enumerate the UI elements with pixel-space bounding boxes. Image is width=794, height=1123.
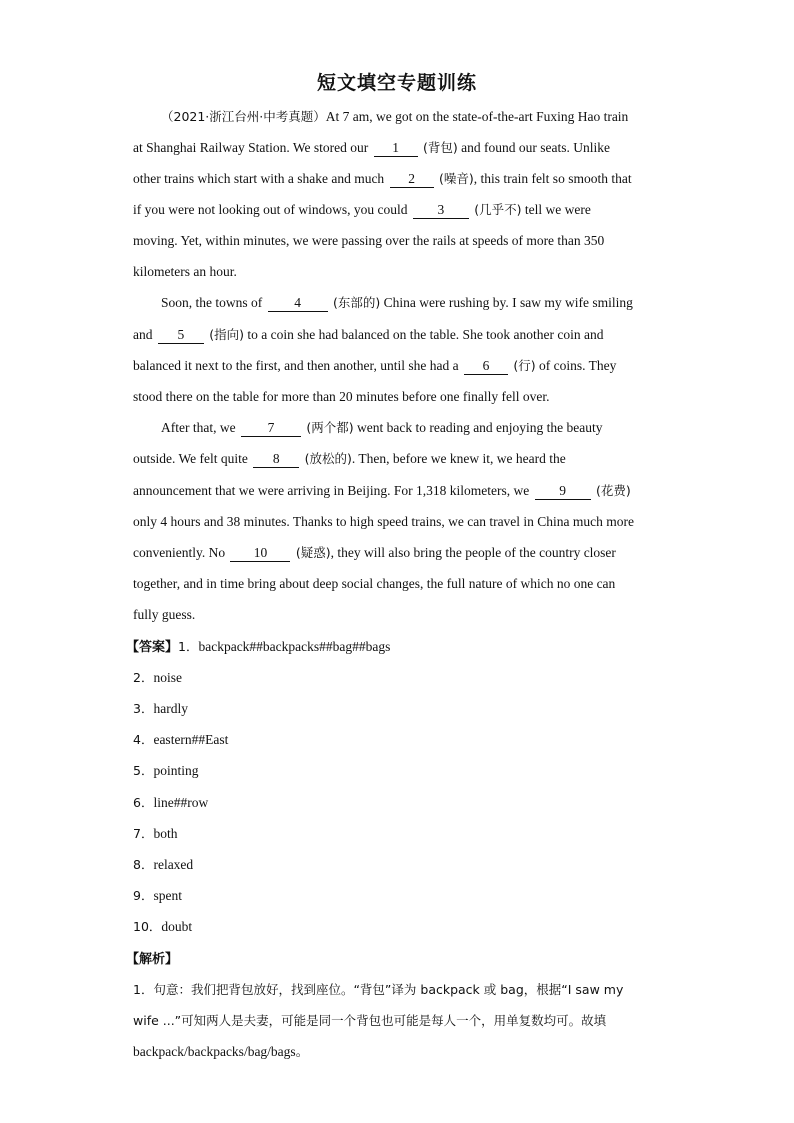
hint-7: (两个都) — [306, 420, 354, 435]
passage-line: at Shanghai Railway Station. We stored our 1 (背包) and found our seats. Unlike — [133, 140, 610, 155]
answer-text: noise — [153, 670, 182, 685]
answer-line: 10．doubt — [133, 919, 193, 934]
hint-5: (指向) — [209, 327, 245, 342]
passage-line: After that, we 7 (两个都) went back to reading and enjoying the beauty — [161, 420, 603, 435]
analysis-line: wife ...”可知两人是夫妻，可能是同一个背包也可能是每人一个，用单复数均可。故填 — [133, 1013, 607, 1028]
passage-line: Soon, the towns of 4 (东部的) China were rushing by. I saw my wife smiling — [161, 295, 633, 310]
passage-line: only 4 hours and 38 minutes. Thanks to high speed trains, we can travel in China much more — [133, 514, 635, 529]
answer-text: pointing — [153, 763, 199, 778]
answer-text: relaxed — [153, 857, 194, 872]
passage-line: other trains which start with a shake and much 2 (噪音), this train felt so smooth that — [133, 171, 632, 186]
hint-8: (放松的) — [304, 451, 352, 466]
answer-label: 【答案】 — [126, 640, 179, 655]
hint-6: (行) — [513, 358, 536, 373]
hint-10: (疑惑) — [295, 545, 331, 560]
answer-text: hardly — [153, 701, 188, 716]
passage-line: fully guess. — [133, 607, 196, 622]
passage-line: announcement that we were arriving in Beijing. For 1,318 kilometers, we 9 (花费) — [133, 483, 631, 498]
answer-text: both — [153, 826, 178, 841]
passage-line: kilometers an hour. — [133, 264, 237, 279]
blank-1: 1 — [374, 140, 418, 157]
analysis-line: 1．句意：我们把背包放好，找到座位。“背包”译为 backpack 或 bag，根据“I saw my — [133, 982, 624, 997]
hint-9: (花费) — [596, 483, 631, 498]
passage-line: balanced it next to the first, and then another, until she had a 6 (行) of coins. They — [133, 358, 617, 373]
passage-line: （2021·浙江台州·中考真题）At 7 am, we got on the state-of-the-art Fuxing Hao train — [161, 109, 629, 124]
answer-text: line##row — [153, 795, 209, 810]
answer-text: eastern##East — [153, 732, 229, 747]
answer-line: 【答案】1．backpack##backpacks##bag##bags — [126, 639, 391, 655]
passage-line: outside. We felt quite 8 (放松的). Then, before we knew it, we heard the — [133, 451, 566, 466]
answer-line: 7．both — [133, 826, 178, 841]
answer-line: 5．pointing — [133, 763, 199, 778]
hint-3: (几乎不) — [474, 202, 522, 217]
analysis-line: backpack/backpacks/bag/bags。 — [133, 1044, 310, 1059]
answer-text: doubt — [161, 919, 193, 934]
blank-8: 8 — [253, 451, 299, 468]
passage-line: if you were not looking out of windows, you could 3 (几乎不) tell we were — [133, 202, 591, 217]
answer-line: 2．noise — [133, 670, 182, 685]
answer-text: backpack##backpacks##bag##bags — [198, 639, 391, 654]
hint-2: (噪音) — [438, 171, 474, 186]
blank-10: 10 — [230, 545, 290, 562]
blank-7: 7 — [241, 420, 301, 437]
source-tag: （2021·浙江台州·中考真题） — [161, 109, 326, 124]
analysis-label: 【解析】 — [126, 952, 179, 967]
blank-6: 6 — [464, 358, 508, 375]
passage-line: and 5 (指向) to a coin she had balanced on the table. She took another coin and — [133, 327, 604, 342]
answer-line: 8．relaxed — [133, 857, 194, 872]
blank-3: 3 — [413, 202, 469, 219]
hint-4: (东部的) — [333, 295, 381, 310]
hint-1: (背包) — [423, 140, 458, 155]
answer-line: 9．spent — [133, 888, 182, 903]
blank-9: 9 — [535, 483, 591, 500]
answer-line: 6．line##row — [133, 795, 209, 810]
passage-line: stood there on the table for more than 20 minutes before one finally fell over. — [133, 389, 550, 404]
answer-line: 3．hardly — [133, 701, 188, 716]
passage-line: conveniently. No 10 (疑惑), they will also bring the people of the country closer — [133, 545, 616, 560]
answer-line: 4．eastern##East — [133, 732, 229, 747]
blank-2: 2 — [390, 171, 434, 188]
blank-4: 4 — [268, 295, 328, 312]
page-title: 短文填空专题训练 — [316, 72, 477, 94]
passage-line: moving. Yet, within minutes, we were passing over the rails at speeds of more than 350 — [133, 233, 605, 248]
blank-5: 5 — [158, 327, 204, 344]
passage-line: together, and in time bring about deep social changes, the full nature of which no one can — [133, 576, 616, 591]
answer-text: spent — [153, 888, 182, 903]
